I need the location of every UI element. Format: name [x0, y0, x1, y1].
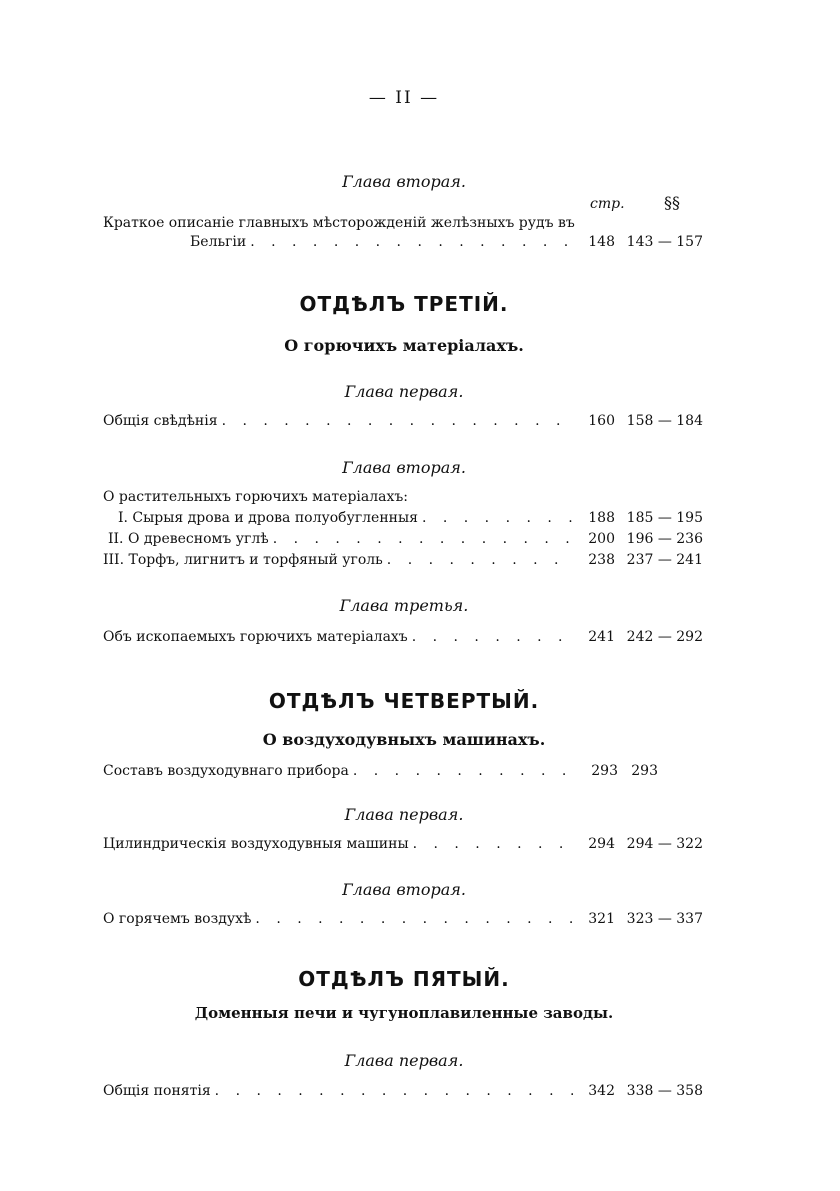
entry-title: I. Сырыя дрова и дрова полуобугленныя	[118, 510, 418, 526]
page-number: — II —	[368, 88, 440, 108]
entry-page: 342	[588, 1083, 615, 1099]
entry-paragraphs: 185 — 195	[626, 510, 703, 526]
entry-paragraphs: 338 — 358	[626, 1083, 703, 1099]
entry-page: 321	[588, 911, 615, 927]
entry-title: О горячемъ воздухѣ	[103, 911, 252, 927]
chapter-label: Глава первая.	[344, 382, 464, 401]
chapter-label: Глава первая.	[344, 1051, 464, 1070]
entry-page: 294	[588, 836, 615, 852]
section-title: ОТДѢЛЪ ТРЕТІЙ.	[299, 292, 509, 316]
toc-entry	[103, 836, 703, 856]
entry-paragraphs: 242 — 292	[626, 629, 703, 645]
entry-paragraphs: 143 — 157	[626, 234, 703, 250]
entry-text-line: Краткое описаніе главныхъ мѣсторожденій желѣзныхъ рудъ въ	[103, 215, 575, 231]
entry-page: 148	[588, 234, 615, 250]
entry-page: 293	[591, 763, 618, 779]
entry-paragraphs: 323 — 337	[626, 911, 703, 927]
section-title: ОТДѢЛЪ ЧЕТВЕРТЫЙ.	[268, 689, 540, 713]
entry-paragraphs: 237 — 241	[626, 552, 703, 568]
toc-entry	[103, 1083, 703, 1103]
section-subtitle: Доменныя печи и чугуноплавиленные заводы.	[194, 1004, 614, 1022]
section-subtitle: О воздуходувныхъ машинахъ.	[262, 730, 546, 749]
column-header-paragraphs: §§	[664, 193, 680, 212]
entry-page: 188	[588, 510, 615, 526]
entry-paragraphs: 294 — 322	[626, 836, 703, 852]
entry-title: Бельгіи	[190, 234, 247, 250]
dot-leader	[273, 531, 573, 547]
entry-page: 241	[588, 629, 615, 645]
entry-paragraphs: 293	[631, 763, 658, 779]
toc-entry	[103, 552, 703, 572]
entry-page: 238	[588, 552, 615, 568]
entry-title: Общія свѣдѣнія	[103, 413, 218, 429]
toc-entry	[108, 531, 703, 551]
chapter-label: Глава вторая.	[342, 880, 466, 899]
entry-page: 200	[588, 531, 615, 547]
dot-leader	[422, 510, 573, 526]
dot-leader	[413, 836, 573, 852]
dot-leader	[215, 1083, 573, 1099]
entry-page: 160	[588, 413, 615, 429]
dot-leader	[353, 763, 576, 779]
entry-title: Составъ воздуходувнаго прибора	[103, 763, 349, 779]
toc-entry	[103, 763, 658, 783]
dot-leader	[222, 413, 573, 429]
dot-leader	[250, 234, 573, 250]
toc-entry	[118, 510, 703, 530]
column-header-page: стр.	[590, 196, 625, 212]
chapter-label: Глава первая.	[344, 805, 464, 824]
entry-title: Общія понятія	[103, 1083, 211, 1099]
entry-title: III. Торфъ, лигнитъ и торфяный уголь	[103, 552, 383, 568]
dot-leader	[387, 552, 573, 568]
entry-title: Объ ископаемыхъ горючихъ матеріалахъ	[103, 629, 408, 645]
toc-entry	[190, 234, 703, 254]
chapter-label: Глава вторая.	[342, 458, 466, 477]
entry-paragraphs: 196 — 236	[626, 531, 703, 547]
dot-leader	[412, 629, 573, 645]
dot-leader	[255, 911, 573, 927]
entry-title: II. О древесномъ углѣ	[108, 531, 269, 547]
chapter-label: Глава вторая.	[342, 172, 466, 191]
chapter-label: Глава третья.	[339, 596, 469, 615]
entry-group-header: О растительныхъ горючихъ матеріалахъ:	[103, 489, 408, 505]
section-subtitle: О горючихъ матеріалахъ.	[284, 336, 524, 355]
entry-title: Цилиндрическія воздуходувныя машины	[103, 836, 409, 852]
toc-entry	[103, 629, 703, 649]
toc-entry	[103, 911, 703, 931]
section-title: ОТДѢЛЪ ПЯТЫЙ.	[298, 967, 510, 991]
toc-entry	[103, 413, 703, 433]
entry-paragraphs: 158 — 184	[626, 413, 703, 429]
